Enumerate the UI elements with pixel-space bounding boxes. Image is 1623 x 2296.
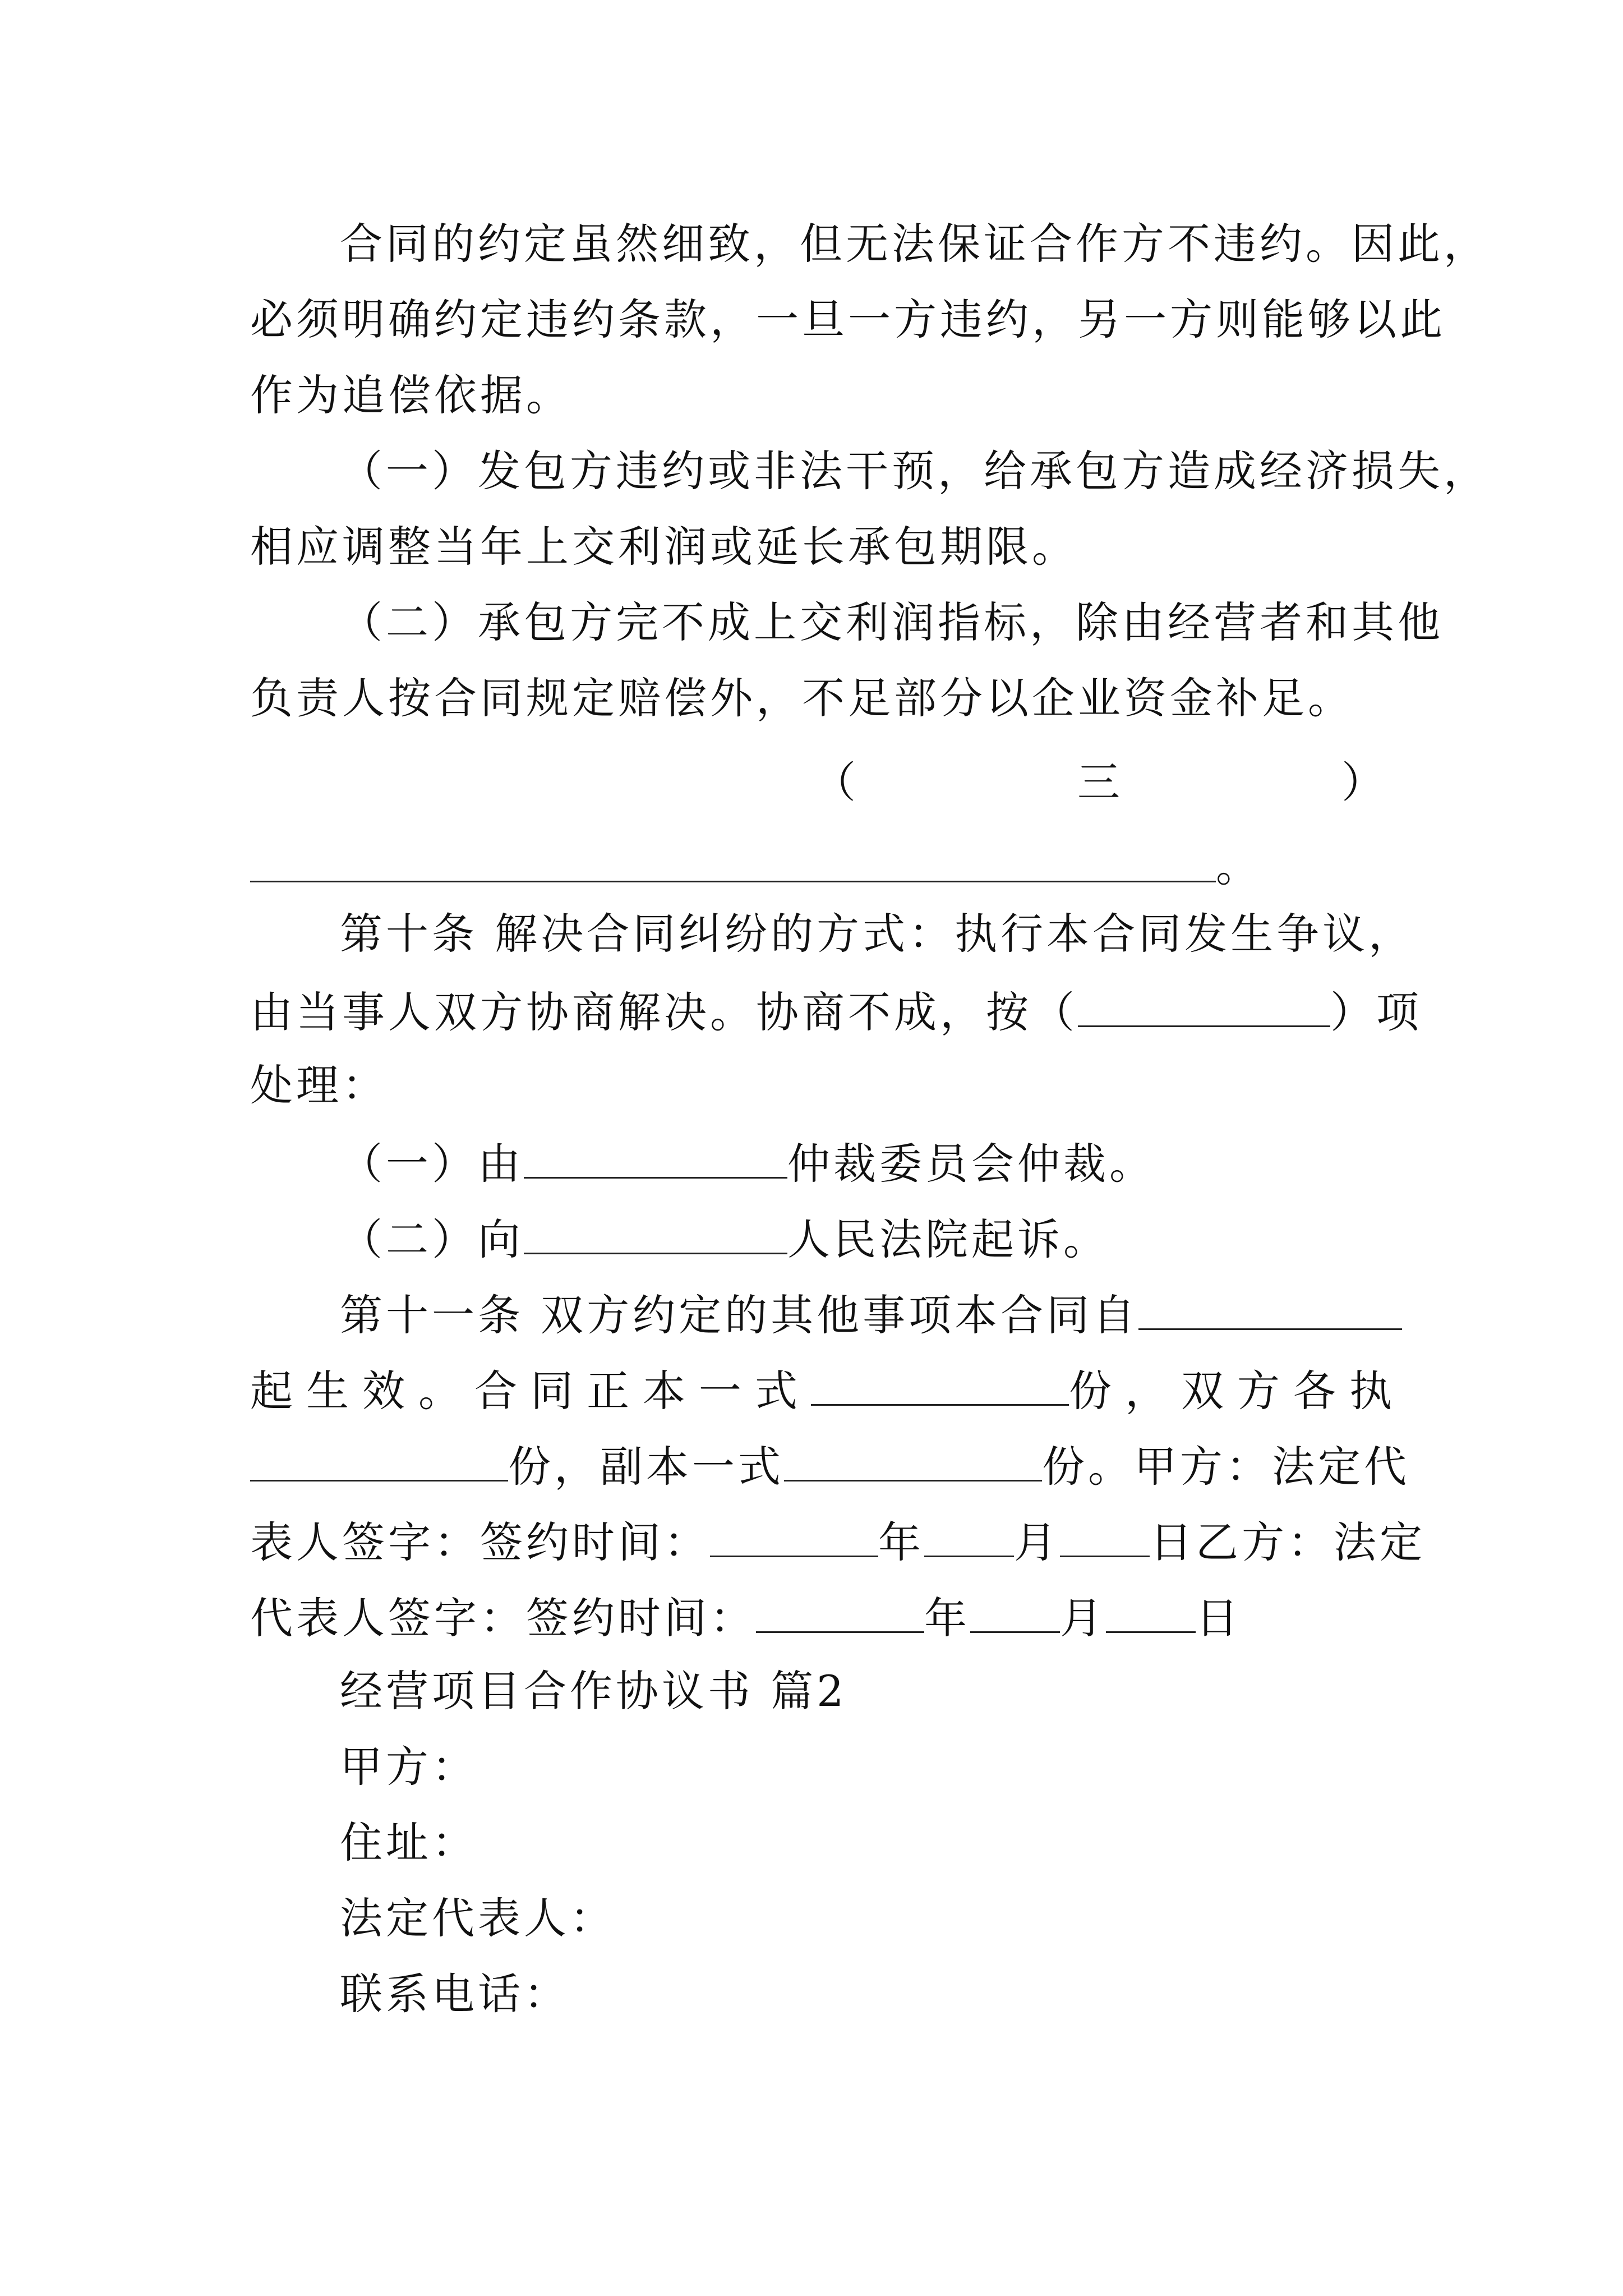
court-blank[interactable] bbox=[524, 1209, 787, 1254]
article-11-line-2-tail: 份，双方各执 bbox=[1069, 1366, 1405, 1416]
option-2-suffix: 人民法院起诉。 bbox=[787, 1214, 1109, 1264]
article-11-line-2 bbox=[250, 1360, 1405, 1416]
party-b-month-blank[interactable] bbox=[970, 1588, 1060, 1633]
section-2-title: 经营项目合作协议书 篇2 bbox=[340, 1666, 847, 1716]
item-3-end-mark: 。 bbox=[1216, 841, 1258, 891]
paragraph-1-line-3: 作为追偿依据。 bbox=[250, 370, 572, 420]
item-3-blank-line bbox=[250, 881, 1216, 882]
paragraph-1-line-1: 合同的约定虽然细致，但无法保证合作方不违约。因此， bbox=[340, 219, 1490, 269]
article-11-line-1-text: 第十一条 双方约定的其他事项本合同自 bbox=[340, 1290, 1139, 1340]
item-2-line-2: 负责人按合同规定赔偿外，不足部分以企业资金补足。 bbox=[250, 673, 1354, 723]
original-copies-blank[interactable] bbox=[811, 1360, 1069, 1406]
party-a-month-blank[interactable] bbox=[924, 1512, 1014, 1557]
year-label: 年 bbox=[878, 1517, 924, 1567]
article-11-line-3-tail: 份。甲方：法定代 bbox=[1042, 1442, 1410, 1492]
item-1-line-1: （一）发包方违约或非法干预，给承包方造成经济损失， bbox=[340, 446, 1490, 496]
contact-phone-label: 联系电话： bbox=[340, 1969, 570, 2019]
article-10-option-1 bbox=[340, 1133, 1390, 1189]
month-label: 月 bbox=[1014, 1517, 1060, 1567]
arbitration-committee-blank[interactable] bbox=[524, 1133, 787, 1179]
day-label: 日 bbox=[1196, 1593, 1242, 1643]
address-label: 住址： bbox=[340, 1818, 478, 1867]
party-b-sign-time-label: 代表人签字：签约时间： bbox=[250, 1593, 756, 1643]
article-11-line-4 bbox=[250, 1512, 1426, 1568]
legal-representative-label: 法定代表人： bbox=[340, 1893, 616, 1943]
party-a-day-blank[interactable] bbox=[1060, 1512, 1150, 1557]
article-10-option-2 bbox=[340, 1209, 1390, 1265]
effective-date-blank[interactable] bbox=[1138, 1285, 1402, 1330]
item-3-number: 三 bbox=[1077, 757, 1120, 807]
article-11-line-1 bbox=[340, 1285, 1390, 1341]
year-label: 年 bbox=[924, 1593, 970, 1643]
month-label: 月 bbox=[1060, 1593, 1106, 1643]
article-11-line-2-text: 起生效。合同正本一式 bbox=[250, 1366, 811, 1416]
party-b-year-blank[interactable] bbox=[756, 1588, 924, 1633]
party-a-label: 甲方： bbox=[340, 1742, 478, 1792]
article-10-line-3: 处理： bbox=[250, 1060, 388, 1110]
day-party-b-label: 日乙方：法定 bbox=[1150, 1517, 1426, 1567]
article-10-line-2-text: 由当事人双方协商解决。协商不成，按（ bbox=[250, 987, 1078, 1037]
article-11-line-3 bbox=[250, 1436, 1410, 1492]
article-10-line-1: 第十条 解决合同纠纷的方式：执行本合同发生争议， bbox=[340, 909, 1415, 959]
item-3-close-paren: ） bbox=[1341, 757, 1384, 807]
paragraph-1-line-2: 必须明确约定违约条款，一旦一方违约，另一方则能够以此 bbox=[250, 295, 1446, 344]
option-1-suffix: 仲裁委员会仲裁。 bbox=[787, 1139, 1155, 1189]
item-3-heading bbox=[813, 754, 1384, 811]
item-2-line-1: （二）承包方完不成上交利润指标，除由经营者和其他 bbox=[340, 597, 1444, 647]
article-10-method-blank[interactable] bbox=[1078, 982, 1330, 1027]
article-10-line-2 bbox=[250, 982, 1422, 1038]
item-3-open-paren: （ bbox=[813, 757, 856, 807]
party-a-year-blank[interactable] bbox=[710, 1512, 878, 1557]
article-11-line-3-text: 份，副本一式 bbox=[508, 1442, 784, 1492]
option-2-prefix: （二）向 bbox=[340, 1214, 524, 1264]
party-b-day-blank[interactable] bbox=[1106, 1588, 1196, 1633]
article-10-line-2-tail: ）项 bbox=[1330, 987, 1422, 1037]
party-a-sign-time-label: 表人签字：签约时间： bbox=[250, 1517, 710, 1567]
item-1-line-2: 相应调整当年上交利润或延长承包期限。 bbox=[250, 522, 1078, 572]
article-11-line-5 bbox=[250, 1588, 1390, 1644]
each-party-copies-blank[interactable] bbox=[250, 1436, 508, 1481]
option-1-prefix: （一）由 bbox=[340, 1139, 524, 1189]
duplicate-copies-blank[interactable] bbox=[784, 1436, 1042, 1481]
